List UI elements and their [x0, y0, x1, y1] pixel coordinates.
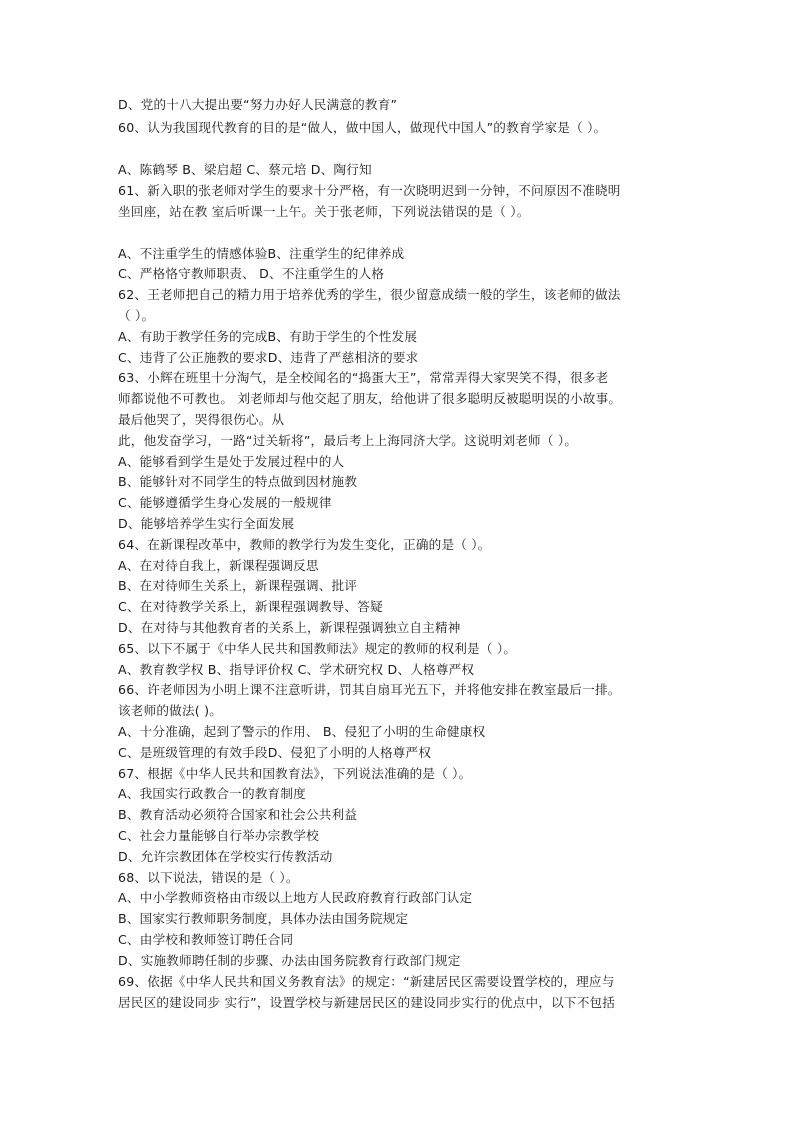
- option-line: C、严格恪守教师职责、 D、不注重学生的人格: [118, 266, 385, 281]
- question-60-options: A、陈鹤琴 B、梁启超 C、蔡元培 D、陶行知: [118, 162, 372, 177]
- option-line: C、能够遵循学生身心发展的一般规律: [118, 495, 332, 510]
- option-line: C、由学校和教师签订聘任合同: [118, 932, 294, 947]
- question-69: 69、依据《中华人民共和国义务教育法》的规定：“新建居民区需要设置学校的，理应与: [118, 974, 615, 989]
- option-line: C、是班级管理的有效手段D、侵犯了小明的人格尊严权: [118, 745, 432, 760]
- option-line: D、能够培养学生实行全面发展: [118, 516, 295, 531]
- text-line: 师都说他不可教也。 刘老师却与他交起了朋友，给他讲了很多聪明反被聪明误的小故事。: [118, 391, 622, 406]
- option-line: A、能够看到学生是处于发展过程中的人: [118, 454, 345, 469]
- text-line: 最后他哭了，哭得很伤心。从: [118, 412, 285, 427]
- option-line: A、有助于教学任务的完成B、有助于学生的个性发展: [118, 329, 418, 344]
- question-68: 68、以下说法，错误的是（ ）。: [118, 870, 299, 885]
- option-line: D、允许宗教团体在学校实行传教活动: [118, 849, 333, 864]
- text-line: 该老师的做法( )。: [118, 703, 222, 718]
- option-line: D、实施教师聘任制的步骤、办法由国务院教育行政部门规定: [118, 953, 461, 968]
- question-66: 66、许老师因为小明上课不注意听讲，罚其自扇耳光五下，并将他安排在教室最后一排。: [118, 682, 621, 697]
- question-63: 63、小辉在班里十分淘气，是全校闻名的“捣蛋大王”，常常弄得大家哭笑不得，很多老: [118, 370, 609, 385]
- option-line: B、教育活动必须符合国家和社会公共利益: [118, 807, 358, 822]
- option-line: A、不注重学生的情感体验B、注重学生的纪律养成: [118, 246, 405, 261]
- question-64: 64、在新课程改革中，教师的教学行为发生变化，正确的是（ ）。: [118, 537, 491, 552]
- text-line: （ ）。: [118, 308, 155, 323]
- question-60: 60、认为我国现代教育的目的是“做人，做中国人，做现代中国人”的教育学家是（ ）。: [118, 120, 607, 135]
- question-65: 65、以下不属于《中华人民共和国教师法》规定的教师的权利是（ ）。: [118, 641, 517, 656]
- option-line: C、社会力量能够自行举办宗教学校: [118, 828, 319, 843]
- text-line: D、党的十八大提出要“努力办好人民满意的教育”: [118, 97, 398, 112]
- option-line: B、能够针对不同学生的特点做到因材施教: [118, 474, 358, 489]
- option-line: D、在对待与其他教育者的关系上，新课程强调独立自主精神: [118, 620, 461, 635]
- question-62: 62、王老师把自己的精力用于培养优秀的学生，很少留意成绩一般的学生，该老师的做法: [118, 287, 621, 302]
- question-67: 67、根据《中华人民共和国教育法》，下列说法准确的是（ ）。: [118, 766, 472, 781]
- option-line: B、在对待师生关系上，新课程强调、批评: [118, 578, 358, 593]
- option-line: A、十分准确，起到了警示的作用、 B、侵犯了小明的生命健康权: [118, 724, 486, 739]
- option-line: A、我国实行政教合一的教育制度: [118, 786, 306, 801]
- option-line: B、国家实行教师职务制度，具体办法由国务院规定: [118, 911, 409, 926]
- text-line: 坐回座，站在教 室后听课一上午。关于张老师，下列说法错误的是（ ）。: [118, 204, 530, 219]
- question-61: 61、新入职的张老师对学生的要求十分严格，有一次晓明迟到一分钟，不问原因不准晓明: [118, 183, 621, 198]
- question-65-options: A、教育教学权 B、指导评价权 C、学术研究权 D、人格尊严权: [118, 662, 475, 677]
- option-line: A、中小学教师资格由市级以上地方人民政府教育行政部门认定: [118, 890, 473, 905]
- text-line: 此，他发奋学习，一路“过关斩将”，最后考上上海同济大学。这说明刘老师（ ）。: [118, 433, 578, 448]
- option-line: C、违背了公正施教的要求D、违背了严慈相济的要求: [118, 350, 419, 365]
- text-line: 居民区的建设同步 实行”，设置学校与新建居民区的建设同步实行的优点中，以下不包括: [118, 995, 616, 1010]
- option-line: C、在对待教学关系上，新课程强调教导、答疑: [118, 599, 383, 614]
- option-line: A、在对待自我上，新课程强调反思: [118, 558, 319, 573]
